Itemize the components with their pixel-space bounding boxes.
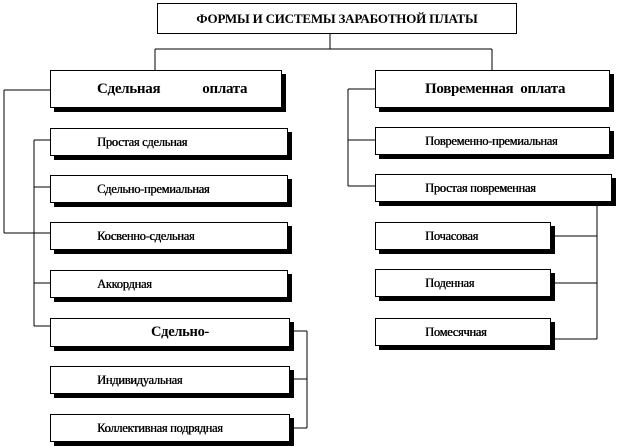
time-rate-item-label: Повременно-премиальная [425, 133, 558, 148]
time-rate-item-premium [375, 127, 610, 155]
time-rate-subitem-hourly [375, 222, 551, 250]
piece-rate-heading-word1: Сдельная [97, 80, 161, 97]
piece-rate-item-indirect [50, 222, 288, 250]
time-rate-subitem-monthly [375, 318, 551, 346]
time-rate-heading [375, 70, 610, 108]
piece-rate-heading [50, 70, 282, 108]
diagram-title [157, 3, 517, 34]
time-rate-subitem-label: Помесячная [425, 324, 487, 339]
time-rate-heading-text: Повременная оплата [425, 80, 566, 97]
piece-rate-group-item-individual [50, 366, 290, 394]
piece-rate-group-heading [50, 318, 290, 347]
time-rate-subitem-label: Поденная [425, 275, 475, 290]
piece-rate-group-item-label: Индивидуальная [97, 372, 183, 387]
piece-rate-item-label: Аккордная [97, 276, 152, 291]
piece-rate-item-label: Косвенно-сдельная [97, 228, 195, 243]
piece-rate-item-label: Простая сдельная [97, 134, 188, 149]
piece-rate-item-lump-sum [50, 270, 288, 298]
piece-rate-group-heading-text: Сдельно- [151, 324, 210, 340]
time-rate-subitem-label: Почасовая [425, 228, 478, 243]
diagram-title-text: ФОРМЫ И СИСТЕМЫ ЗАРАБОТНОЙ ПЛАТЫ [196, 10, 478, 26]
piece-rate-heading-word2: оплата [202, 80, 248, 97]
piece-rate-group-item-collective [50, 414, 290, 442]
time-rate-item-simple [375, 174, 612, 202]
time-rate-subitem-daily [375, 269, 551, 297]
piece-rate-item-label: Сдельно-премиальная [97, 181, 210, 196]
time-rate-item-label: Простая повременная [425, 180, 536, 195]
piece-rate-item-simple [50, 128, 288, 156]
piece-rate-group-item-label: Коллективная подрядная [97, 420, 223, 435]
piece-rate-item-premium [50, 175, 288, 203]
